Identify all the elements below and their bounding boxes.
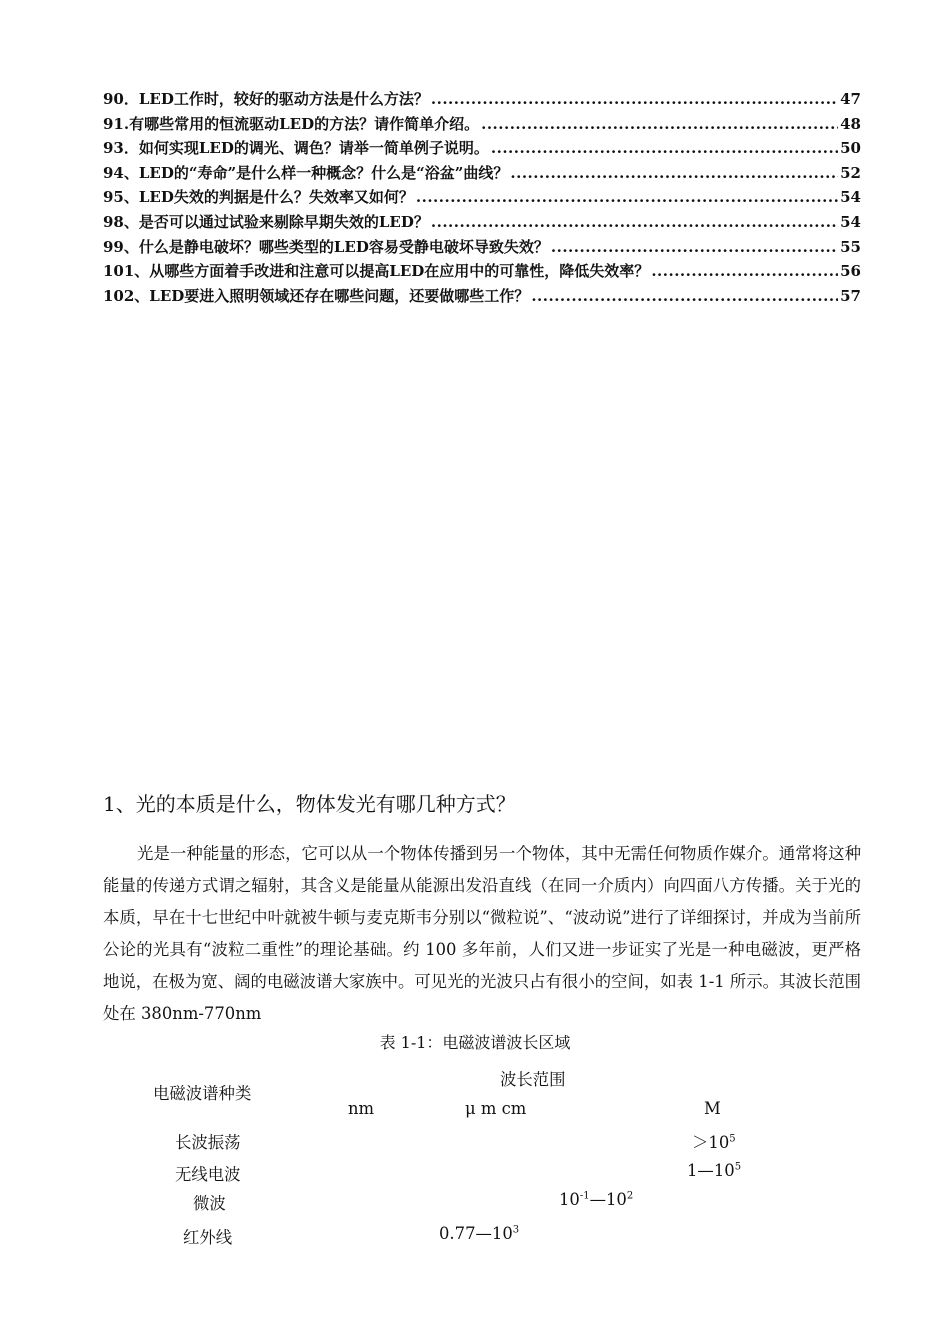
table-row-value — [439, 1224, 519, 1243]
toc-entry-page: 48 — [840, 114, 861, 133]
toc-entry[interactable] — [103, 260, 861, 285]
table-row-name: 红外线 — [183, 1228, 233, 1247]
toc-entry-page: 52 — [840, 163, 861, 182]
toc-entry-page: 54 — [840, 212, 861, 231]
section-heading: 1、光的本质是什么，物体发光有哪几种方式？ — [103, 792, 516, 816]
value-exponent: 3 — [512, 1224, 520, 1236]
value-range-sep: —10 — [589, 1190, 627, 1209]
toc-entry-page: 54 — [840, 188, 861, 207]
toc-leader-dots — [431, 213, 838, 231]
toc-entry-page: 50 — [840, 139, 861, 158]
toc-entry-title: 101、从哪些方面着手改进和注意可以提高LED在应用中的可靠性，降低失效率？ — [103, 262, 650, 281]
table-unit-nm: nm — [348, 1099, 375, 1118]
value-exponent: 5 — [734, 1161, 742, 1173]
table-header-range: 波长范围 — [500, 1070, 566, 1089]
toc-leader-dots — [416, 188, 838, 206]
table-row-name: 微波 — [193, 1194, 226, 1213]
toc-leader-dots — [510, 164, 838, 182]
toc-leader-dots — [481, 115, 838, 133]
table-of-contents — [103, 88, 861, 309]
value-base: ＞10 — [692, 1133, 730, 1152]
toc-entry[interactable] — [103, 162, 861, 187]
value-exponent: -1 — [579, 1190, 590, 1202]
value-base: 0.77—10 — [439, 1224, 513, 1243]
table-row-value — [692, 1129, 736, 1153]
toc-entry-page: 55 — [840, 237, 861, 256]
toc-entry-page: 57 — [840, 286, 861, 305]
toc-entry-page: 47 — [840, 90, 861, 108]
toc-leader-dots — [431, 90, 838, 108]
toc-leader-dots — [531, 287, 838, 305]
value-base: 1—10 — [687, 1161, 735, 1180]
toc-entry[interactable] — [103, 137, 861, 162]
toc-entry[interactable] — [103, 236, 861, 261]
table-unit-m: M — [704, 1099, 721, 1118]
toc-entry[interactable] — [103, 186, 861, 211]
toc-entry-page: 56 — [840, 262, 861, 281]
toc-entry[interactable] — [103, 113, 861, 138]
toc-entry-title: 95、LED失效的判据是什么？失效率又如何？ — [103, 188, 414, 207]
table-row-value — [687, 1161, 741, 1180]
table-caption: 表 1-1：电磁波谱波长区域 — [379, 1033, 571, 1052]
toc-entry[interactable] — [103, 285, 861, 310]
toc-entry[interactable] — [103, 211, 861, 236]
toc-entry-title: 98、是否可以通过试验来剔除早期失效的LED？ — [103, 212, 429, 231]
table-row-name: 无线电波 — [175, 1165, 241, 1184]
toc-entry-title: 102、LED要进入照明领域还存在哪些问题，还要做哪些工作？ — [103, 286, 530, 305]
toc-entry[interactable] — [103, 88, 861, 113]
table-row-value — [559, 1190, 633, 1209]
toc-leader-dots — [491, 139, 838, 157]
toc-entry-title: 99、什么是静电破坏？哪些类型的LED容易受静电破坏导致失效？ — [103, 237, 549, 256]
toc-entry-title: 94、LED的“寿命”是什么样一种概念？什么是“浴盆”曲线？ — [103, 163, 509, 182]
toc-entry-title: 93．如何实现LED的调光、调色？请举一简单例子说明。 — [103, 139, 489, 158]
toc-entry-title: 90．LED工作时，较好的驱动方法是什么方法？ — [103, 90, 429, 108]
toc-leader-dots — [651, 262, 838, 280]
value-base: 10 — [559, 1190, 580, 1209]
toc-leader-dots — [551, 238, 838, 256]
table-header-type: 电磁波谱种类 — [153, 1084, 252, 1103]
table-unit-um-cm: μ m cm — [465, 1099, 527, 1118]
table-row-name: 长波振荡 — [175, 1133, 241, 1152]
toc-entry-title: 91.有哪些常用的恒流驱动LED的方法？请作简单介绍。 — [103, 114, 480, 133]
value-exponent: 5 — [729, 1133, 736, 1145]
body-paragraph: 光是一种能量的形态，它可以从一个物体传播到另一个物体，其中无需任何物质作媒介。通常将这种能量的传递方式谓之辐射，其含义是能量从能源出发沿直线（在同一介质内）向四面八方传播。关于光的本质，早在十七世纪中叶就被牛顿与麦克斯韦分别以“微粒说”、“波动说”进行了详细探讨，并成为当前所公论的光具有“波粒二重性”的理论基础。约 100 多年前，人们又进一步证实了光是一种电磁波，更严格地说，在极为宽、阔的电磁波谱大家族中。可见光的光波只占有很小的空间，如表 1-1 所示。其波长范围处在 380nm-770nm — [103, 844, 861, 1023]
value-exponent: 2 — [626, 1190, 634, 1202]
